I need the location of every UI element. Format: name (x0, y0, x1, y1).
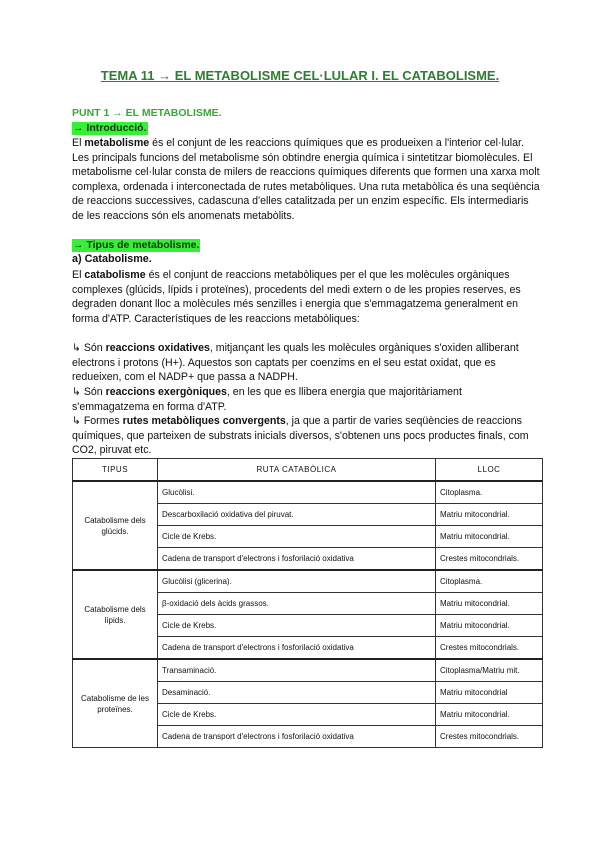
header-ruta: RUTA CATABÒLICA (158, 459, 436, 482)
ruta-cell: β-oxidació dels àcids grassos. (158, 593, 436, 615)
ruta-cell: Glucòlisi. (158, 481, 436, 504)
lloc-cell: Matriu mitocondrial. (436, 615, 543, 637)
table-row (73, 570, 543, 593)
tipus-cell: Catabolisme dels lípids. (73, 570, 158, 659)
lloc-cell: Citoplasma/Matriu mit. (436, 659, 543, 682)
tipus-cell: Catabolisme dels glúcids. (73, 481, 158, 570)
table-row (73, 481, 543, 504)
header-tipus: TIPUS (73, 459, 158, 482)
catabolisme-heading: a) Catabolisme. (72, 253, 152, 265)
subsection-heading-introduccio: → Introducció. (73, 122, 147, 134)
lloc-cell: Crestes mitocondrials. (436, 548, 543, 571)
lloc-cell: Matriu mitocondrial. (436, 504, 543, 526)
intro-paragraph: El metabolisme és el conjunt de les reaccions químiques que es produeixen a l'interior cel·lular. Les principals funcions del metabolisme són obtindre energia química i sintetitzar biomolècules. El metabolisme cel·lular consta de milers de reaccions químiques diferents que formen una xarxa molt complexa, ordenada i interconectada de rutes metabòliques. Una ruta metabòlica és una seqüència de reaccions successives, cadascuna d'elles catalitzada per un enzim específic. Els intermediaris de les reaccions són els anomenats metabòlits. (72, 137, 540, 222)
ruta-cell: Desaminació. (158, 682, 436, 704)
ruta-cell: Cicle de Krebs. (158, 526, 436, 548)
lloc-cell: Matriu mitocondrial. (436, 526, 543, 548)
lloc-cell: Citoplasma. (436, 570, 543, 593)
term-catabolisme: catabolisme (84, 269, 146, 281)
subsection-heading-tipus: → Tipus de metabolisme. (73, 239, 200, 251)
section-heading-punt1: PUNT 1 → EL METABOLISME. (72, 107, 222, 119)
term-metabolisme: metabolisme (84, 137, 150, 149)
catabolic-routes-table (72, 458, 543, 748)
ruta-cell: Cicle de Krebs. (158, 704, 436, 726)
bullet-convergents: ↳ Formes rutes metabòliques convergents, ja que a partir de varies seqüències de reaccions químiques, que parteixen de substrats inicials diversos, s'obtenen uns pocs productes finals, com CO2, piruvat etc. (72, 415, 529, 457)
bullet-exergoniques: ↳ Són reaccions exergòniques, en les que es llibera energia que majoritàriament s'emmagatzema en forma d'ATP. (72, 386, 462, 413)
table-row (73, 659, 543, 682)
lloc-cell: Citoplasma. (436, 481, 543, 504)
lloc-cell: Matriu mitocondrial. (436, 593, 543, 615)
ruta-cell: Cadena de transport d'electrons i fosforilació oxidativa (158, 548, 436, 571)
bullet-oxidatives: ↳ Són reaccions oxidatives, mitjançant les quals les molècules orgàniques s'oxiden alliberant electrons i protons (H+). Aquestos son captats per coenzims en el seu estat oxidat, que es redueixen, com el NADP+ que passa a NADPH. (72, 342, 519, 384)
tipus-cell: Catabolisme de les proteïnes. (73, 659, 158, 748)
catabolisme-paragraph: El catabolisme és el conjunt de reaccions metabòliques per el que les molècules orgàniques complexes (glúcids, lípids i proteïnes), procedents del medi extern o de les propies reserves, es degraden donant lloc a molècules més senzilles i energia que s'emmagatzema generalment en forma d'ATP. Característiques de les reaccions metabòliques: (72, 269, 521, 325)
ruta-cell: Cadena de transport d'electrons i fosforilació oxidativa (158, 726, 436, 748)
ruta-cell: Transaminació. (158, 659, 436, 682)
ruta-cell: Descarboxilació oxidativa del piruvat. (158, 504, 436, 526)
document-title: TEMA 11 → EL METABOLISME CEL·LULAR I. EL CATABOLISME. (100, 68, 500, 83)
lloc-cell: Matriu mitocondrial (436, 682, 543, 704)
header-lloc: LLOC (436, 459, 543, 482)
lloc-cell: Crestes mitocondrials. (436, 637, 543, 660)
ruta-cell: Cicle de Krebs. (158, 615, 436, 637)
lloc-cell: Matriu mitocondrial. (436, 704, 543, 726)
ruta-cell: Cadena de transport d'electrons i fosforilació oxidativa (158, 637, 436, 660)
table-header-row (73, 459, 543, 482)
ruta-cell: Glucòlisi (glicerina). (158, 570, 436, 593)
lloc-cell: Crestes mitocondrials. (436, 726, 543, 748)
